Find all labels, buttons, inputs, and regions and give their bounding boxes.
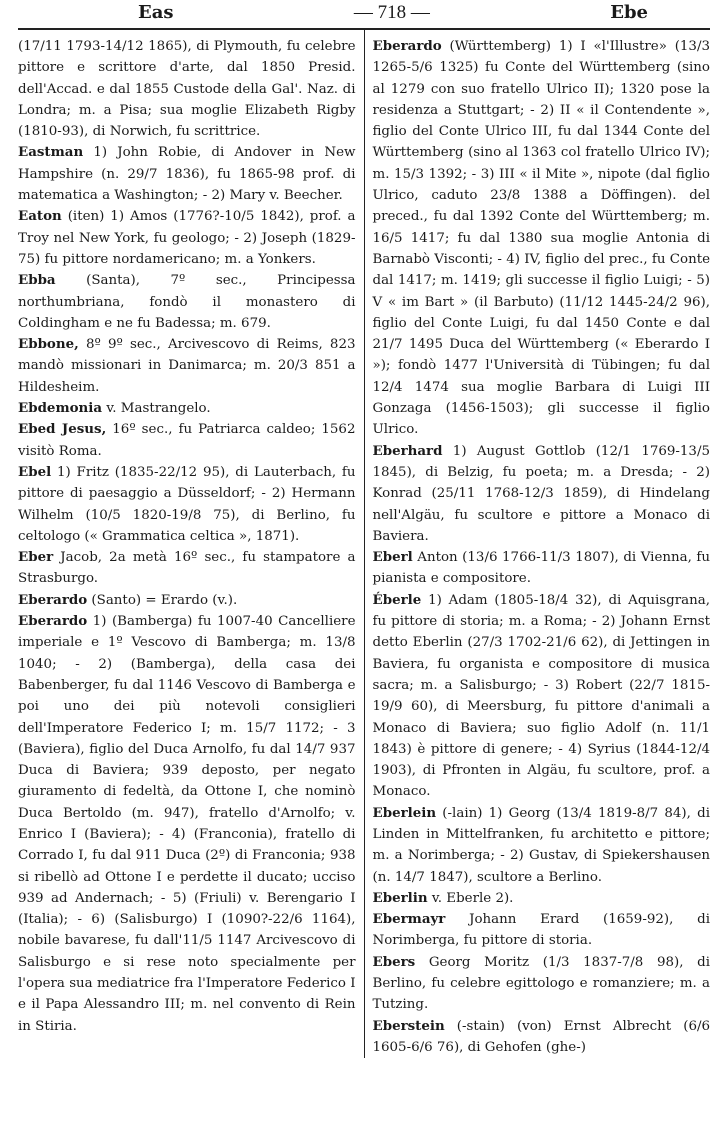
entry-text: v. Mastrangelo. — [102, 401, 211, 417]
entry-text: Anton (13/6 1766-11/3 1807), di Vienna, fu pianista e compositore. — [372, 550, 710, 587]
entry-text: 1) Fritz (1835-22/12 95), di Lauterbach, fu pittore di paesaggio a Düsseldorf; - 2) Hermann Wilhelm (10/5 1820-19/8 75), di Berlino, fu celtologo (« Grammatica celtica », 1871). — [18, 464, 356, 544]
entry — [18, 36, 356, 142]
entry-text: (Santa), 7º sec., Principessa northumbriana, fondò il monastero di Coldingham e ne fu Badessa; m. 679. — [18, 273, 356, 331]
columns — [18, 36, 710, 1058]
entry — [18, 270, 356, 334]
left-column — [18, 36, 364, 1058]
entry — [18, 334, 356, 398]
entry-text: (Santo) = Erardo (v.). — [87, 592, 238, 608]
entry — [373, 590, 711, 803]
entry-text: (Württemberg) 1) I «l'Illustre» (13/3 1265-5/6 1325) fu Conte del Württemberg (sino al 1279 con suo fratello Ulrico II); 1320 pose la residenza a Stuttgart; - 2) II « il Contendente », figlio del Conte Ulrico III, fu dal 1344 Conte del Württemberg (sino al 1363 col fratello Ulrico IV); m. 15/3 1392; - 3) III « il Mite », nipote (dal figlio Ulrico, caduto 23/8 1388 a Döffingen). del preced., fu dal 1392 Conte del Württemberg; m. 16/5 1417; fu dal 1380 sua moglie Antonia di Barnabò Visconti; - 4) IV, figlio del prec., fu Conte dal 1417; m. 1419; gli successe il figlio Luigi; - 5) V « im Bart » (il Barbuto) (11/12 1445-24/2 96), figlio del Conte Luigi, fu dal 1450 Conte e dal 21/7 1495 Duca del Württemberg (« Eberardo I »); fondò 1477 l'Università di Tübingen; fu dal 12/4 1474 sua moglie Barbara di Luigi III Gonzaga (1456-1503); gli successe il figlio Ulrico. — [372, 39, 711, 438]
entry — [373, 803, 711, 888]
entry-headword: Eberstein — [372, 1017, 445, 1034]
entry — [373, 36, 711, 441]
entry — [373, 909, 711, 952]
entry — [373, 547, 711, 590]
entry-headword: Ebel — [18, 463, 52, 480]
entry-headword: Ebermayr — [372, 911, 446, 928]
entry-text: 1) John Robie, di Andover in New Hampshire (n. 29/7 1836), fu 1865-98 prof. di matematica a Washington; - 2) Mary v. Beecher. — [18, 145, 356, 204]
entry — [373, 888, 711, 909]
entry-headword: Eberhard — [372, 442, 443, 459]
entry-headword: Eberlin — [372, 889, 428, 906]
entry-headword: Eberl — [372, 549, 413, 566]
entry-headword: Ebba — [18, 272, 56, 289]
entry — [18, 142, 356, 206]
entry-text: 16º sec., fu Patriarca caldeo; 1562 visitò Roma. — [18, 422, 356, 459]
entry-headword: Eber — [18, 549, 54, 566]
entry-headword: Ebdemonia — [18, 400, 103, 417]
entry — [18, 462, 356, 547]
entry — [18, 398, 356, 419]
page-header — [18, 2, 710, 30]
entry-headword: Ebed Jesus, — [18, 421, 107, 438]
entry-headword: Ebbone, — [18, 336, 79, 353]
entry — [18, 611, 356, 1037]
entry-text: (iten) 1) Amos (1776?-10/5 1842), prof. a Troy nel New York, fu geologo; - 2) Joseph (1829-75) fu pittore nordamericano; m. a Yonkers. — [18, 209, 356, 267]
header-right-keyword: Ebe — [610, 2, 648, 23]
entry — [373, 1016, 711, 1059]
entry-text: 8º 9º sec., Arcivescovo di Reims, 823 mandò missionari in Danimarca; m. 20/3 851 a Hildesheim. — [18, 337, 356, 395]
entry — [18, 206, 356, 270]
entry-text: Jacob, 2a metà 16º sec., fu stampatore a Strasburgo. — [18, 550, 356, 587]
entry-headword: Éberle — [372, 591, 422, 608]
entry-headword: Eaton — [18, 208, 62, 225]
entry — [18, 590, 356, 611]
entry-text: (-lain) 1) Georg (13/4 1819-8/7 84), di Linden in Mittelfranken, fu architetto e pittore; m. a Norimberga; - 2) Gustav, di Spiekershausen (n. 14/7 1847), scultore a Berlino. — [372, 805, 710, 885]
entry-headword: Eastman — [18, 144, 84, 161]
entry-text: 1) Adam (1805-18/4 32), di Aquisgrana, fu pittore di storia; m. a Roma; - 2) Johann Ernst detto Eberlin (27/3 1702-21/6 62), di Jettingen in Baviera, fu organista e compositore di musica sacra; m. a Salisburgo; - 3) Robert (22/7 1815-19/9 60), di Meersburg, fu pittore d'animali a Monaco di Baviera; suo figlio Adolf (n. 11/1 1843) è pittore di genere; - 4) Syrius (1844-12/4 1903), di Pfronten in Algäu, fu scultore, prof. a Monaco. — [372, 592, 710, 800]
entry-text: 1) August Gottlob (12/1 1769-13/5 1845), di Belzig, fu poeta; m. a Dresda; - 2) Konrad (25/11 1768-12/3 1859), di Hindelang nell'Algäu, fu scultore e pittore a Monaco di Baviera. — [372, 443, 710, 544]
entry-headword: Eberardo — [18, 613, 88, 630]
entry — [373, 441, 711, 547]
entry-text: v. Eberle 2). — [427, 890, 514, 906]
entry — [18, 419, 356, 462]
entry-text: 1) (Bamberga) fu 1007-40 Cancelliere imperiale e 1º Vescovo di Bamberga; m. 13/8 1040; - 2) (Bamberga), della casa dei Babenberger, fu dal 1146 Vescovo di Bamberga e poi uno dei più notevoli consiglieri dell'Imperatore Federico I; m. 15/7 1172; - 3 (Baviera), figlio del Duca Arnolfo, fu dal 14/7 937 Duca di Baviera; 939 deposto, per negato giuramento di fedeltà, da Ottone I, che nominò Duca Bertoldo (m. 947), fratello d'Arnolfo; v. Enrico I (Baviera); - 4) (Franconia), fratello di Corrado I, fu dal 911 Duca (2º) di Franconia; 938 si ribellò ad Ottone I e perdette il ducato; ucciso 939 ad Andernach; - 5) (Friuli) v. Berengario I (Italia); - 6) (Salisburgo) I (1090?-22/6 1164), nobile bavarese, fu dall'11/5 1147 Arcivescovo di Salisburgo e si rese noto specialmente per l'opera sua mediatrice fra l'Imperatore Federico I e il Papa Alessandro III; m. nel convento di Rein in Stiria. — [18, 614, 356, 1034]
entry-headword: Eberardo — [372, 38, 442, 54]
entry-text: (17/11 1793-14/12 1865), di Plymouth, fu celebre pittore e scrittore d'arte, dal 1850 Presid. dell'Accad. e dal 1855 Custode della Gal'. Naz. di Londra; m. a Pisa; sua moglie Elizabeth Rigby (1810-93), di Norwich, fu scrittrice. — [18, 39, 356, 140]
entry-text: (-stain) (von) Ernst Albrecht (6/6 1605-6/6 76), di Gehofen (ghe-) — [372, 1018, 710, 1055]
entry-text: Georg Moritz (1/3 1837-7/8 98), di Berlino, fu celebre egittologo e romanziere; m. a Tutzing. — [372, 954, 710, 1013]
entry — [18, 547, 356, 590]
page-number: — 718 — — [353, 2, 430, 23]
entry-text: Johann Erard (1659-92), di Norimberga, fu pittore di storia. — [372, 912, 710, 949]
right-column — [365, 36, 711, 1058]
entry-headword: Ebers — [372, 953, 416, 970]
entry — [373, 952, 711, 1016]
entry-headword: Eberardo — [18, 591, 88, 608]
entry-headword: Eberlein — [372, 804, 437, 821]
header-left-keyword: Eas — [138, 2, 174, 23]
